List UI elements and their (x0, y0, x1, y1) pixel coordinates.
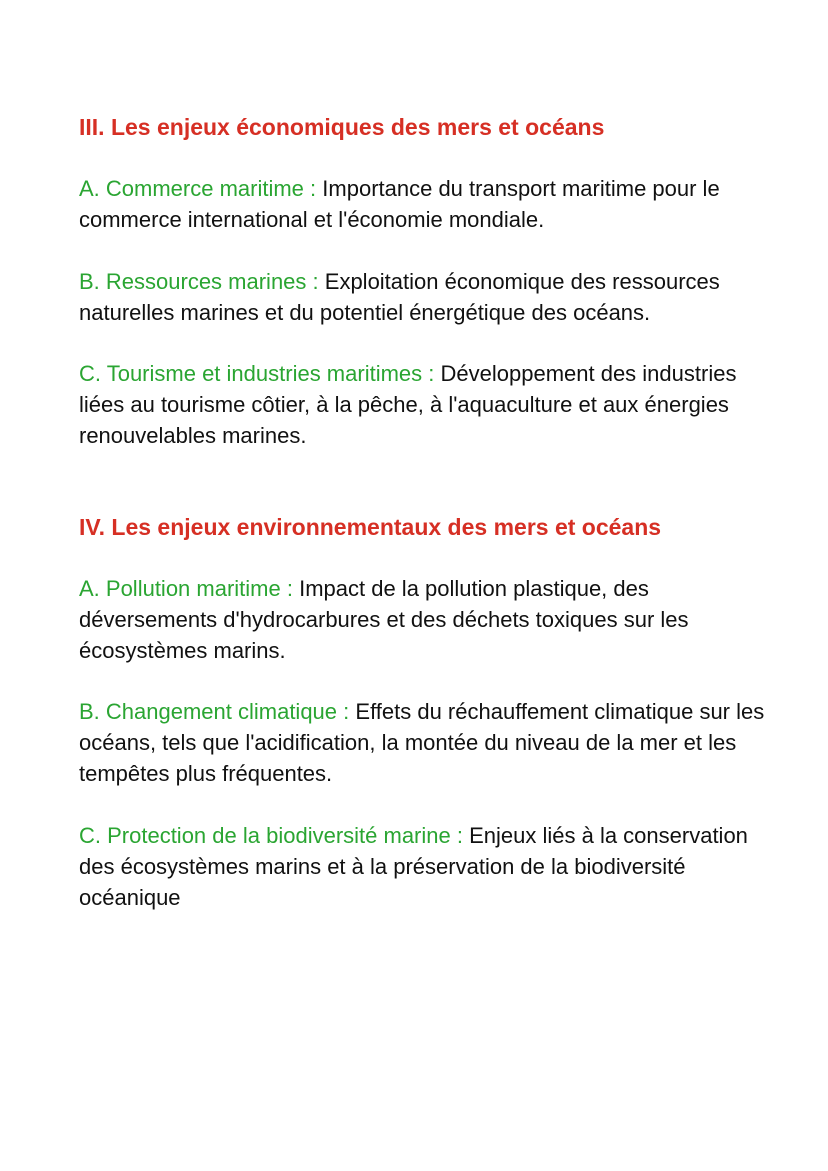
item-text: Enjeux liés à la conservation des écosystèmes marins et à la préservation de la biodiversité océanique (79, 823, 748, 910)
list-item (79, 696, 768, 789)
item-label: B. Changement climatique : (79, 699, 350, 724)
item-text: Impact de la pollution plastique, des déversements d'hydrocarbures et des déchets toxiques sur les écosystèmes marins. (79, 576, 689, 663)
item-label: A. Pollution maritime : (79, 576, 293, 601)
section-environmental-issues (79, 512, 768, 913)
section-economic-issues (79, 112, 768, 451)
list-item (79, 173, 768, 235)
item-label: C. Protection de la biodiversité marine : (79, 823, 463, 848)
item-text: Développement des industries liées au tourisme côtier, à la pêche, à l'aquaculture et aux énergies renouvelables marines. (79, 361, 737, 448)
item-text: Effets du réchauffement climatique sur les océans, tels que l'acidification, la montée du niveau de la mer et les tempêtes plus fréquentes. (79, 699, 765, 786)
list-item (79, 266, 768, 328)
item-text: Importance du transport maritime pour le commerce international et l'économie mondiale. (79, 176, 720, 232)
item-label: A. Commerce maritime : (79, 176, 317, 201)
item-label: C. Tourisme et industries maritimes : (79, 361, 435, 386)
list-item (79, 358, 768, 451)
item-label: B. Ressources marines : (79, 269, 319, 294)
item-text: Exploitation économique des ressources naturelles marines et du potentiel énergétique des océans. (79, 269, 720, 325)
section-title: III. Les enjeux économiques des mers et océans (79, 114, 605, 140)
list-item (79, 820, 768, 913)
list-item (79, 573, 768, 666)
section-title: IV. Les enjeux environnementaux des mers et océans (79, 514, 662, 540)
